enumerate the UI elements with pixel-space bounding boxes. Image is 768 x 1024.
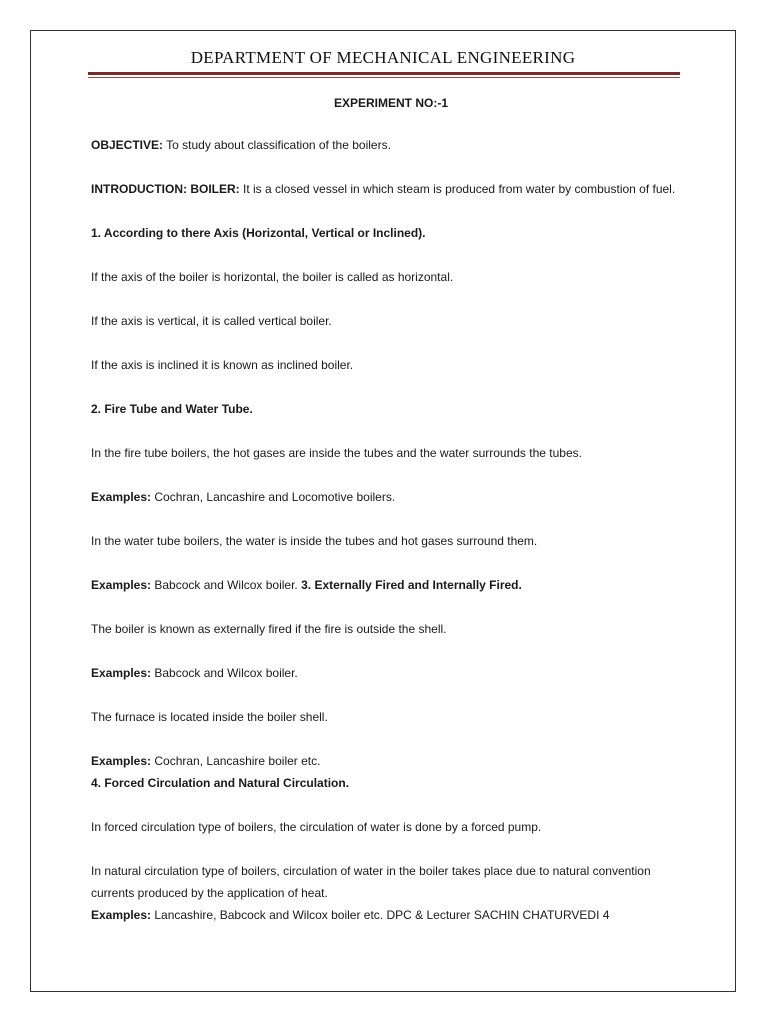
section-axis-heading: 1. According to there Axis (Horizontal, Vertical or Inclined). (91, 226, 426, 240)
introduction-paragraph (91, 178, 691, 200)
axis-line-3: If the axis is inclined it is known as inclined boiler. (91, 358, 354, 372)
section-fired-heading: 3. Externally Fired and Internally Fired. (301, 578, 522, 592)
internal-fired-examples: Examples: Cochran, Lancashire boiler etc. (91, 754, 321, 768)
header-rule-thick (88, 72, 680, 75)
document-body (91, 92, 691, 926)
department-header: DEPARTMENT OF MECHANICAL ENGINEERING (190, 48, 576, 67)
introduction-label: INTRODUCTION: BOILER: (91, 182, 240, 196)
introduction-text: It is a closed vessel in which steam is produced from water by combustion of fuel. (239, 182, 676, 196)
objective-text: To study about classification of the boilers. (163, 138, 391, 152)
forced-circulation-line: In forced circulation type of boilers, the circulation of water is done by a forced pump. (91, 820, 542, 834)
axis-line-1: If the axis of the boiler is horizontal, the boiler is called as horizontal. (91, 270, 454, 284)
external-fired-line: The boiler is known as externally fired if the fire is outside the shell. (91, 622, 447, 636)
fire-tube-line: In the fire tube boilers, the hot gases are inside the tubes and the water surrounds the tubes. (91, 446, 582, 460)
axis-line-2: If the axis is vertical, it is called vertical boiler. (91, 314, 332, 328)
section-circulation-heading: 4. Forced Circulation and Natural Circulation. (91, 776, 350, 790)
external-fired-examples: Examples: Babcock and Wilcox boiler. (91, 666, 298, 680)
experiment-title: EXPERIMENT NO:-1 (333, 96, 448, 110)
section-tube-heading: 2. Fire Tube and Water Tube. (91, 402, 253, 416)
water-tube-line: In the water tube boilers, the water is inside the tubes and hot gases surround them. (91, 534, 538, 548)
internal-fired-line: The furnace is located inside the boiler shell. (91, 710, 328, 724)
fire-tube-examples: Examples: Cochran, Lancashire and Locomotive boilers. (91, 490, 396, 504)
header-rule-thin (88, 77, 680, 78)
natural-circulation-line: In natural circulation type of boilers, circulation of water in the boiler takes place due to natural convention currents produced by the application of heat. (91, 864, 651, 900)
circulation-examples: Examples: Lancashire, Babcock and Wilcox boiler etc. DPC & Lecturer SACHIN CHATURVEDI 4 (91, 908, 610, 922)
water-tube-examples: Examples: Babcock and Wilcox boiler. 3. Externally Fired and Internally Fired. (91, 578, 522, 592)
objective-paragraph (91, 134, 691, 156)
objective-label: OBJECTIVE: (91, 138, 164, 152)
